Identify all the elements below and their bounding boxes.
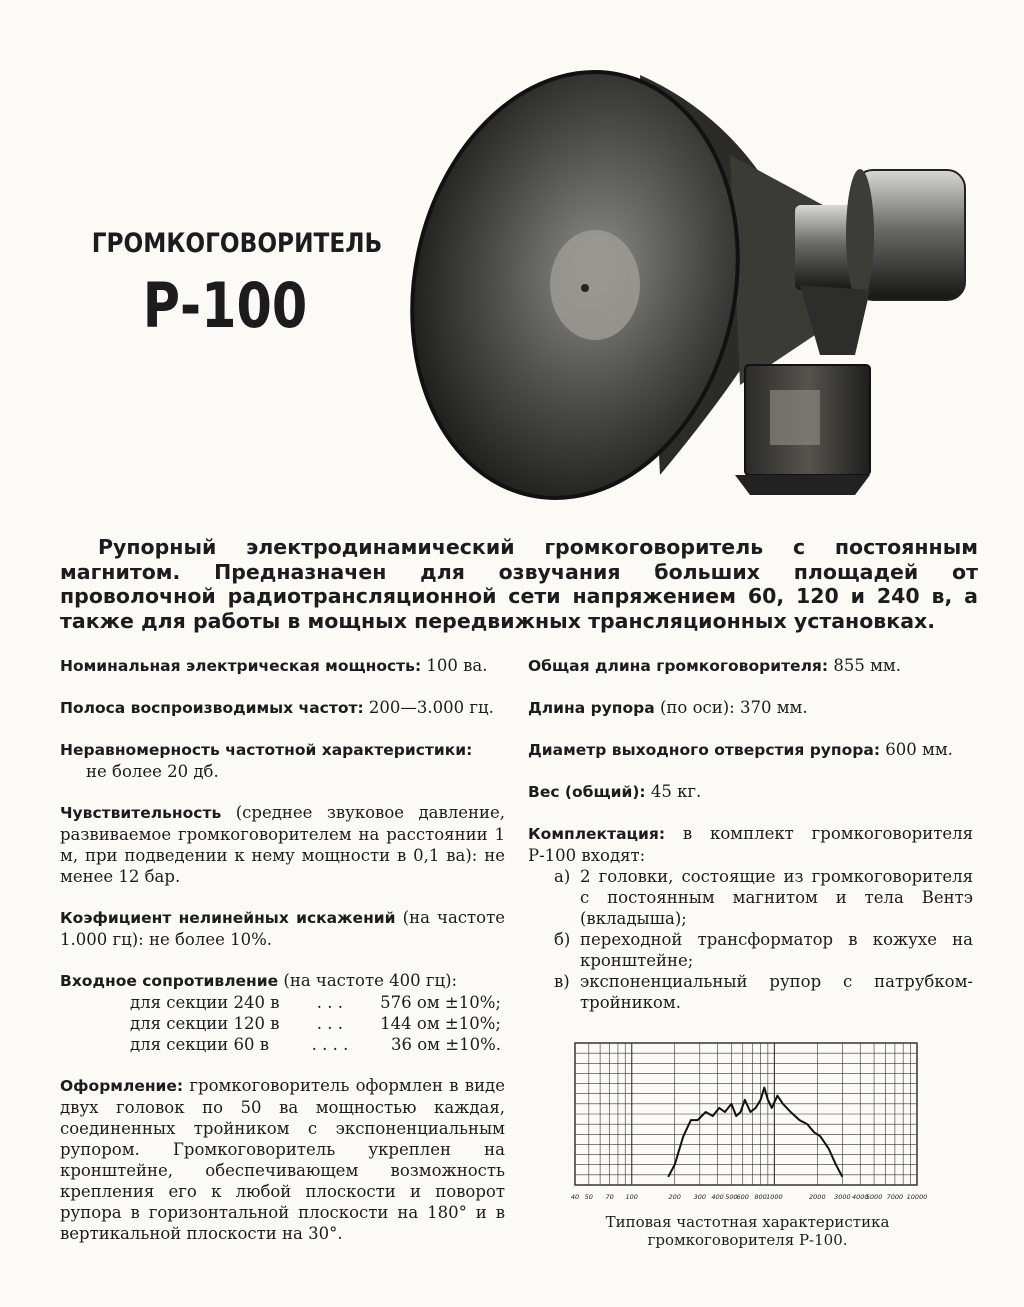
spec-weight: Вес (общий): 45 кг. [528, 782, 702, 801]
mounting-foot [735, 475, 870, 495]
x-tick-label: 5000 [865, 1193, 883, 1201]
x-tick-label: 40 [570, 1193, 580, 1201]
kit-item: а) 2 головки, состоящие из громкоговорителя с постоянным магнитом и тела Вентэ (вкладыша); [554, 867, 973, 928]
spec-horn-diameter: Диаметр выходного отверстия рупора: 600 мм. [528, 740, 953, 759]
spec-horn-length: Длина рупора (по оси): 370 мм. [528, 698, 808, 717]
impedance-row: для секции 240 в . . . 576 ом ±10%; [130, 993, 501, 1012]
x-tick-label: 300 [693, 1193, 707, 1201]
x-tick-label: 1000 [766, 1193, 783, 1201]
x-tick-label: 70 [605, 1193, 614, 1201]
kit-item: б) переходной трансформатор в кожухе на кронштейне; [554, 930, 973, 970]
frequency-response-chart [555, 1035, 940, 1210]
specs-left-column [60, 655, 505, 1264]
x-tick-label: 400 [711, 1193, 724, 1201]
x-tick-label: 4000 [851, 1193, 869, 1201]
x-tick-label: 2000 [809, 1193, 826, 1201]
product-model-title: Р-100 [142, 269, 308, 342]
spec-kit: Комплектация: в комплект громкоговорителя Р-100 входят: а) 2 головки, состоящие из громкоговорителя с постоянным магнитом и тела Вентэ (вкладыша); б) переходной трансформатор в кожухе на кронштейне; в) экспоненциальный рупор с патрубком-тройником. [528, 824, 973, 1012]
impedance-row: для секции 120 в . . . 144 ом ±10%; [130, 1014, 501, 1033]
x-tick-label: 50 [584, 1193, 593, 1201]
horn-rivet [581, 284, 589, 292]
x-tick-label: 200 [668, 1193, 681, 1201]
x-tick-label: 800 [754, 1193, 767, 1201]
spec-impedance: Входное сопротивление (на частоте 400 гц): для секции 240 в . . . 576 ом ±10%; для секции 120 в . . . 144 ом ±10%; для секции 60 в . . . . 36 ом ±10%. [60, 970, 505, 1055]
specs-right-column [528, 655, 973, 1033]
spec-total-length: Общая длина громкоговорителя: 855 мм. [528, 656, 901, 675]
x-tick-label: 10000 [906, 1193, 928, 1201]
x-tick-label: 600 [736, 1193, 749, 1201]
intro-paragraph: Рупорный электродинамический громкоговоритель с постоянным магнитом. Предназначен для озвучания больших площадей от проволочной радиотрансляционной сети напряжением 60, 120 и 240 в, а также для работы в мощных передвижных трансляционных установках. [60, 535, 978, 633]
spec-sensitivity: Чувствительность (среднее звуковое давление, развиваемое громкоговорителем на расстоянии 1 м, при подведении к нему мощности в 0,1 ва): не менее 12 бар. [60, 803, 506, 886]
spec-unevenness: Неравномерность частотной характеристики: не более 20 дб. [60, 741, 473, 781]
spec-power: Номинальная электрическая мощность: 100 ва. [60, 656, 488, 675]
loudspeaker-photo [400, 55, 980, 515]
chart-caption: Типовая частотная характеристика громкоговорителя Р-100. [605, 1213, 890, 1249]
transformer-label-plate [770, 390, 820, 445]
product-type-title: ГРОМКОГОВОРИТЕЛЬ [91, 228, 383, 259]
x-tick-label: 7000 [886, 1193, 904, 1201]
x-tick-label: 100 [625, 1193, 638, 1201]
bracket-arm [800, 285, 870, 355]
impedance-row: для секции 60 в . . . . 36 ом ±10%. [130, 1035, 501, 1054]
spec-design: Оформление: громкоговоритель оформлен в виде двух головок по 50 ва мощностью каждая, соединенных тройником с экспоненциальным рупором. Громкоговоритель укреплен на кронштейне, обеспечивающем возможность крепления его к любой плоскости и поворот рупора в горизонтальной плоскости на 180° и в вертикальной плоскости на 30°. [60, 1076, 505, 1243]
response-curve-line [668, 1088, 842, 1177]
horn-inner-throat [550, 230, 640, 340]
spec-distortion: Коэфициент нелинейных искажений (на частоте 1.000 гц): не более 10%. [60, 908, 506, 949]
driver-flange [846, 169, 874, 301]
kit-item: в) экспоненциальный рупор с патрубком-тройником. [554, 972, 973, 1012]
x-tick-label: 500 [725, 1193, 738, 1201]
x-tick-label: 3000 [834, 1193, 851, 1201]
title-block [70, 228, 383, 342]
spec-frequency-band: Полоса воспроизводимых частот: 200—3.000 гц. [60, 698, 494, 717]
